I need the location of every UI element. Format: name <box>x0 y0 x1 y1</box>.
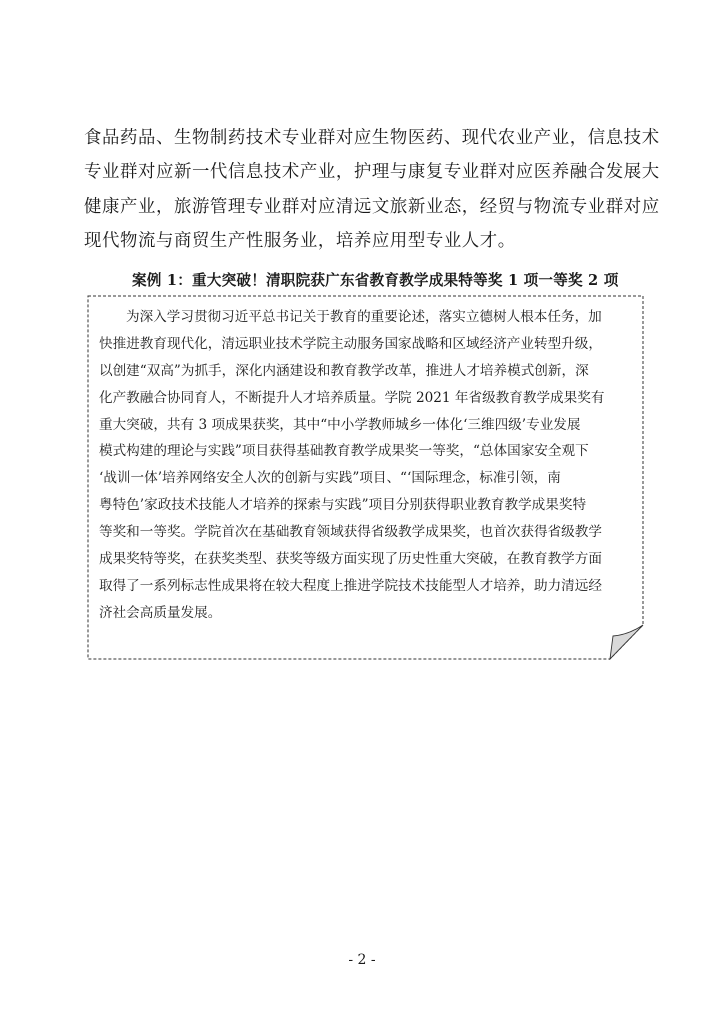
case-line: 快推进教育现代化，清远职业技术学院主动服务国家战略和区域经济产业转型升级， <box>99 335 602 352</box>
case-line: 成果奖特等奖，在获奖类型、获奖等级方面实现了历史性重大突破，在教育教学方面 <box>99 551 602 568</box>
case-line: 取得了一系列标志性成果将在较大程度上推进学院技术技能型人才培养，助力清远经 <box>99 577 602 594</box>
intro-paragraph <box>84 121 660 258</box>
case-line: 重大突破，共有 3 项成果获奖，其中“中小学教师城乡一体化‘三维四级’专业发展 <box>99 416 581 433</box>
case-line: 等奖和一等奖。学院首次在基础教育领域获得省级教学成果奖，也首次获得省级教学 <box>99 524 602 541</box>
case-line: 为深入学习贯彻习近平总书记关于教育的重要论述，落实立德树人根本任务，加 <box>126 309 602 325</box>
intro-line: 现代物流与商贸生产性服务业，培养应用型专业人才。 <box>84 230 516 251</box>
intro-line: 食品药品、生物制药技术专业群对应生物医药、现代农业产业，信息技术 <box>84 128 660 148</box>
case-line: ‘战训一体’培养网络安全人次的创新与实践”项目、“‘国际理念，标准引领，南 <box>99 470 561 487</box>
case-line: 粤特色’家政技术技能人才培养的探索与实践”项目分别获得职业教育教学成果奖特 <box>99 497 587 514</box>
case-line: 济社会高质量发展。 <box>99 604 222 621</box>
intro-line: 健康产业，旅游管理专业群对应清远文旅新业态，经贸与物流专业群对应 <box>84 196 660 217</box>
case-line: 以创建“双高”为抓手，深化内涵建设和教育教学改革，推进人才培养模式创新，深 <box>99 362 589 379</box>
case-box <box>87 295 644 660</box>
page-number: - 2 - <box>348 952 376 968</box>
intro-line: 专业群对应新一代信息技术产业，护理与康复专业群对应医养融合发展大 <box>84 162 660 183</box>
case-line: 模式构建的理论与实践”项目获得基础教育教学成果奖一等奖，“总体国家安全观下 <box>99 443 589 460</box>
case-line: 化产教融合协同育人，不断提升人才培养质量。学院 2021 年省级教育教学成果奖有 <box>99 389 605 406</box>
case-body <box>99 304 639 627</box>
case-title: 案例 1：重大突破！清职院获广东省教育教学成果特等奖 1 项一等奖 2 项 <box>132 272 619 289</box>
